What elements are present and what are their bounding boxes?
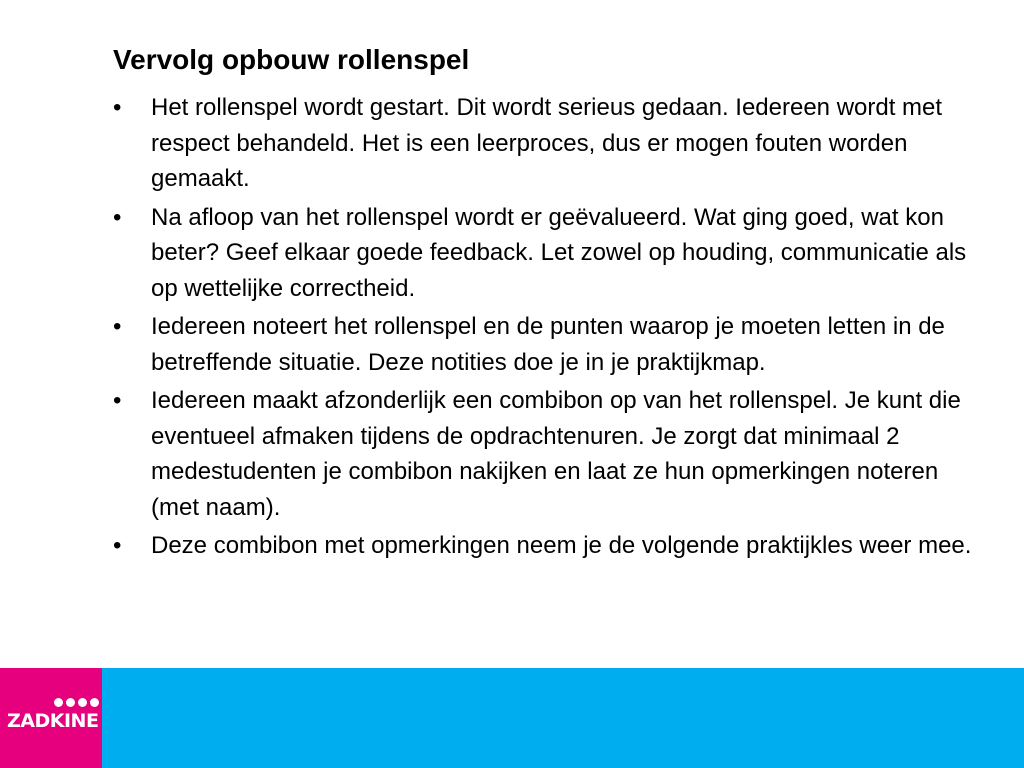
- bullet-text: Deze combibon met opmerkingen neem je de volgende praktijkles weer mee.: [151, 532, 972, 559]
- logo-text: ZADKINE: [7, 710, 99, 732]
- logo-dot: [78, 698, 87, 707]
- bullet-marker: •: [113, 313, 122, 340]
- bullet-item: [113, 90, 973, 197]
- bullet-marker: •: [113, 203, 122, 231]
- bullet-marker: •: [113, 532, 122, 559]
- bullet-item: [113, 309, 973, 380]
- slide-title: Vervolg opbouw rollenspel: [113, 44, 470, 75]
- zadkine-logo: [0, 668, 102, 768]
- bullet-marker: •: [113, 94, 122, 121]
- bullet-item: [113, 528, 973, 564]
- bullet-item: [113, 200, 973, 307]
- logo-dots-icon: [54, 698, 99, 707]
- logo-dot: [54, 698, 63, 707]
- footer-bar: [0, 668, 1024, 768]
- logo-dot: [66, 698, 75, 707]
- bullet-item: [113, 383, 973, 525]
- bullet-list: [113, 90, 973, 567]
- logo-dot: [90, 698, 99, 707]
- bullet-text: Het rollenspel wordt gestart. Dit wordt serieus gedaan. Iedereen wordt met respect behandeld. Het is een leerproces, dus er mogen fouten worden gemaakt.: [151, 94, 943, 192]
- bullet-text: Iedereen maakt afzonderlijk een combibon op van het rollenspel. Je kunt die eventueel afmaken tijdens de opdrachtenuren. Je zorgt dat minimaal 2 medestudenten je combibon nakijken en laat ze hun opmerkingen noteren (met naam).: [151, 387, 961, 521]
- bullet-marker: •: [113, 387, 122, 414]
- bullet-text: Iedereen noteert het rollenspel en de punten waarop je moeten letten in de betreffende situatie. Deze notities doe je in je praktijkmap.: [151, 313, 945, 376]
- bullet-text: Na afloop van het rollenspel wordt er geëvalueerd. Wat ging goed, wat kon beter? Geef elkaar goede feedback. Let zowel op houding, communicatie als op wettelijke correctheid.: [151, 203, 967, 302]
